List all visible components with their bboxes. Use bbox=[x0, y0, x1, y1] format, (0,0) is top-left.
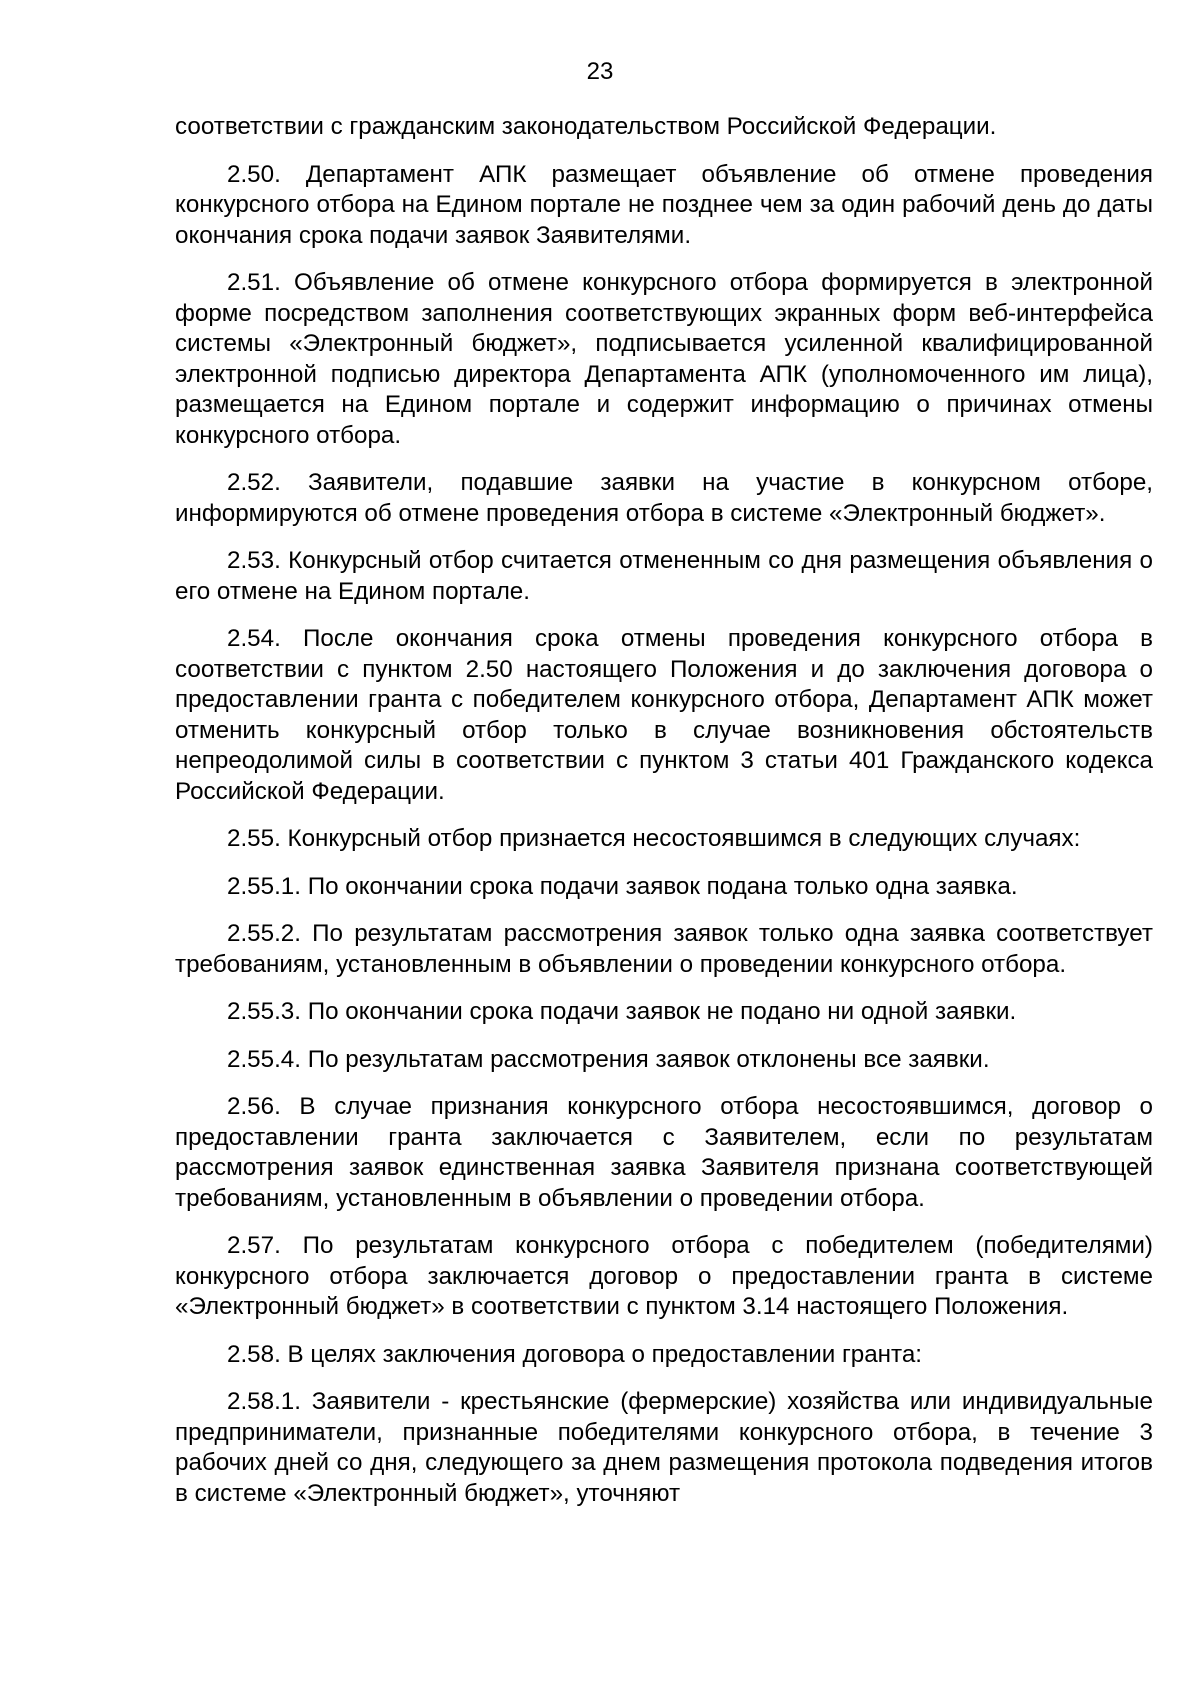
document-body bbox=[175, 112, 1153, 1526]
paragraph-2-51: 2.51. Объявление об отмене конкурсного отбора формируется в электронной форме посредством заполнения соответствующих экранных форм веб-интерфейса системы «Электронный бюджет», подписывается усиленной квалифицированной электронной подписью директора Департамента АПК (уполномоченного им лица), размещается на Едином портале и содержит информацию о причинах отмены конкурсного отбора. bbox=[175, 269, 1153, 449]
paragraph-2-52: 2.52. Заявители, подавшие заявки на участие в конкурсном отборе, информируются об отмене проведения отбора в системе «Электронный бюджет». bbox=[175, 469, 1153, 527]
paragraph-2-56: 2.56. В случае признания конкурсного отбора несостоявшимся, договор о предоставлении гранта заключается с Заявителем, если по результатам рассмотрения заявок единственная заявка Заявителя признана соответствующей требованиям, установленным в объявлении о проведении отбора. bbox=[175, 1093, 1153, 1212]
paragraph-2-55-4: 2.55.4. По результатам рассмотрения заявок отклонены все заявки. bbox=[227, 1045, 990, 1073]
paragraph-2-55: 2.55. Конкурсный отбор признается несостоявшимся в следующих случаях: bbox=[227, 825, 1081, 852]
paragraph-continuation: соответствии с гражданским законодательством Российской Федерации. bbox=[175, 113, 997, 140]
paragraph-2-55-1: 2.55.1. По окончании срока подачи заявок подана только одна заявка. bbox=[227, 872, 1018, 900]
paragraph-2-55-3: 2.55.3. По окончании срока подачи заявок не подано ни одной заявки. bbox=[227, 998, 1017, 1025]
page-number: 23 bbox=[586, 58, 614, 85]
paragraph-2-57: 2.57. По результатам конкурсного отбора с победителем (победителями) конкурсного отбора заключается договор о предоставлении гранта в системе «Электронный бюджет» в соответствии с пунктом 3.14 настоящего Положения. bbox=[175, 1232, 1153, 1320]
paragraph-2-55-2: 2.55.2. По результатам рассмотрения заявок только одна заявка соответствует требованиям, установленным в объявлении о проведении конкурсного отбора. bbox=[175, 920, 1153, 978]
paragraph-2-50: 2.50. Департамент АПК размещает объявление об отмене проведения конкурсного отбора на Едином портале не позднее чем за один рабочий день до даты окончания срока подачи заявок Заявителями. bbox=[175, 160, 1153, 249]
paragraph-2-58-1: 2.58.1. Заявители - крестьянские (фермерские) хозяйства или индивидуальные предприниматели, признанные победителями конкурсного отбора, в течение 3 рабочих дней со дня, следующего за днем размещения протокола подведения итогов в системе «Электронный бюджет», уточняют bbox=[175, 1388, 1153, 1507]
paragraph-2-58: 2.58. В целях заключения договора о предоставлении гранта: bbox=[227, 1340, 923, 1368]
paragraph-2-53: 2.53. Конкурсный отбор считается отмененным со дня размещения объявления о его отмене на Едином портале. bbox=[175, 547, 1153, 605]
paragraph-2-54: 2.54. После окончания срока отмены проведения конкурсного отбора в соответствии с пунктом 2.50 настоящего Положения и до заключения договора о предоставлении гранта с победителем конкурсного отбора, Департамент АПК может отменить конкурсный отбор только в случае возникновения обстоятельств непреодолимой силы в соответствии с пунктом 3 статьи 401 Гражданского кодекса Российской Федерации. bbox=[175, 625, 1153, 805]
